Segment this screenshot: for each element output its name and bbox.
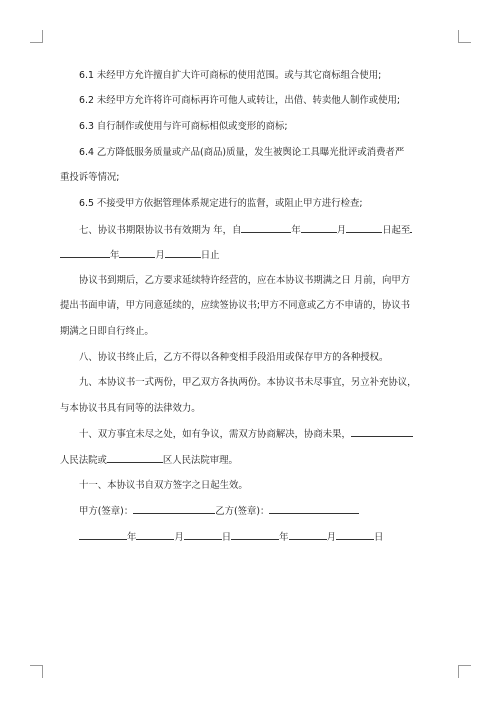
day-label: 日 (373, 532, 384, 543)
renewal-line1: 协议书到期后，乙方要求延续特许经营的，应在本协议书期满之日 月前，向甲方 (79, 275, 411, 286)
clause-6-4-line1: 6.4 乙方降低服务质量或产品(商品)质量，发生被舆论工具曝光批评或消费者严 (79, 147, 405, 158)
clause-6-1: 6.1 未经甲方允许擅自扩大许可商标的使用范围。或与其它商标组合使用; (79, 70, 382, 81)
end-year-blank[interactable] (60, 248, 110, 258)
article-7-line1 (79, 223, 412, 237)
end-month-blank[interactable] (119, 248, 155, 258)
month-label: 月 (326, 532, 336, 543)
article-10-text: 十、双方事宜未尽之处，如有争议，需双方协商解决，协商未果， (79, 429, 351, 440)
clause-6-5: 6.5 不接受甲方依据管理体系规定进行的监督，或阻止甲方进行检查; (79, 198, 363, 209)
article-9-line1: 九、本协议书一式两份，甲乙双方各执两份。本协议书未尽事宜，另立补充协议， (79, 377, 417, 388)
day-label: 日 (221, 532, 232, 543)
party-a-year-blank[interactable] (79, 530, 127, 540)
month-label: 月 (155, 250, 165, 261)
end-day-blank[interactable] (165, 248, 201, 258)
court-text: 人民法院或 (60, 455, 107, 466)
clause-6-3: 6.3 自行制作或使用与许可商标相似或变形的商标; (79, 121, 288, 132)
crop-mark-bottom-right (458, 665, 471, 678)
article-7-line2 (60, 248, 220, 262)
crop-mark-top-right (458, 30, 471, 43)
signature-date-line (79, 530, 383, 544)
article-7-text: 七、协议书期限协议书有效期为 年，自 (79, 225, 242, 236)
month-label: 月 (174, 532, 184, 543)
crop-mark-top-left (30, 30, 43, 43)
signature-line (79, 504, 359, 518)
party-a-day-blank[interactable] (184, 530, 222, 540)
party-b-month-blank[interactable] (289, 530, 327, 540)
court-blank[interactable] (351, 427, 413, 437)
article-10-line2 (60, 453, 238, 467)
end-stub (410, 223, 412, 233)
day-label: 日起至 (382, 225, 411, 236)
article-11: 十一、本协议书自双方签字之日起生效。 (79, 480, 248, 491)
party-b-signature-blank[interactable] (269, 504, 359, 514)
clause-6-2: 6.2 未经甲方允许将许可商标再许可他人或转让，出借、转卖他人制作或使用; (79, 95, 401, 106)
start-year-blank[interactable] (241, 223, 291, 233)
party-a-month-blank[interactable] (136, 530, 174, 540)
month-label: 月 (336, 225, 347, 236)
district-court-blank[interactable] (107, 453, 163, 463)
year-label: 年 (291, 225, 301, 236)
party-b-day-blank[interactable] (336, 530, 374, 540)
article-8: 八、协议书终止后，乙方不得以各种变相手段沿用或保存甲方的各种授权。 (79, 352, 389, 363)
party-a-label: 甲方(签章)： (79, 506, 134, 517)
renewal-line2: 提出书面申请，甲方同意延续的，应续签协议书;甲方不同意或乙方不申请的，协议书 (60, 300, 411, 311)
year-label: 年 (127, 532, 137, 543)
district-court-text: 区人民法院审理。 (162, 455, 238, 466)
start-day-blank[interactable] (346, 223, 382, 233)
renewal-line3: 期满之日即自行终止。 (60, 326, 154, 337)
party-a-signature-blank[interactable] (133, 504, 215, 514)
article-10-line1 (79, 427, 413, 441)
clause-6-4-line2: 重投诉等情况; (60, 172, 120, 183)
party-b-year-blank[interactable] (231, 530, 279, 540)
crop-mark-bottom-left (30, 665, 43, 678)
party-b-label: 乙方(签章)： (215, 506, 270, 517)
article-9-line2: 与本协议书具有同等的法律效力。 (60, 403, 201, 414)
day-label: 日止 (200, 250, 220, 261)
start-month-blank[interactable] (301, 223, 337, 233)
year-label: 年 (279, 532, 289, 543)
year-label: 年 (110, 250, 120, 261)
